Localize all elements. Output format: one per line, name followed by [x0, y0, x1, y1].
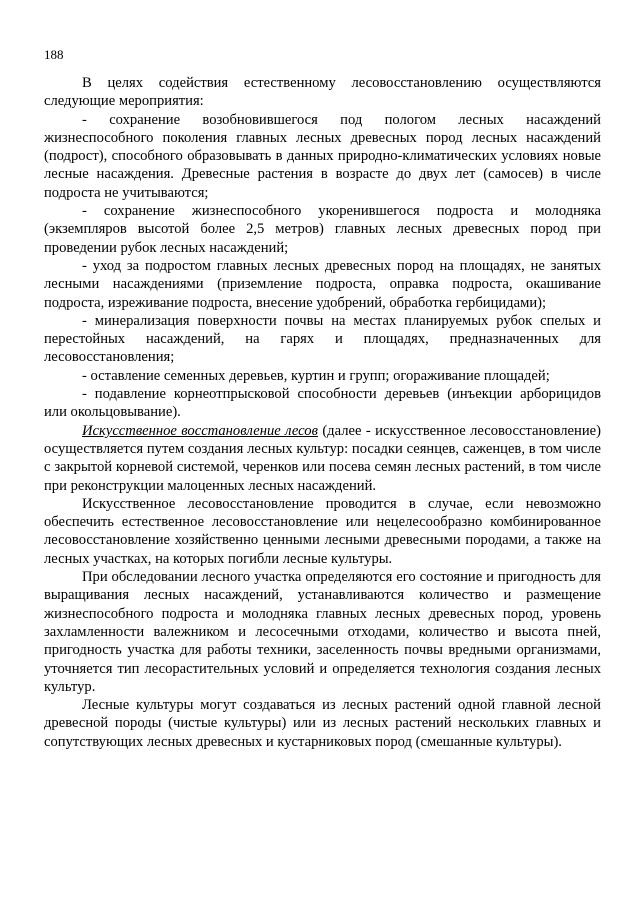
- paragraph-forest-cultures: [44, 696, 601, 751]
- paragraph-artificial-cases: [44, 495, 601, 568]
- document-body: [44, 74, 601, 751]
- paragraph-artificial-definition: [44, 422, 601, 495]
- paragraph-bullet-4: [44, 312, 601, 367]
- paragraph-text: - уход за подростом главных лесных древесных пород на площадях, не занятых лесными насаждениями (приземление подроста, оправка подроста, окашивание подроста, изреживание подроста, внесение удобрений, обработка гербицидами);: [44, 257, 601, 311]
- paragraph-bullet-5: [44, 367, 601, 385]
- paragraph-text: В целях содействия естественному лесовосстановлению осуществляются следующие мероприятия:: [44, 75, 601, 110]
- paragraph-text: - оставление семенных деревьев, куртин и групп; огораживание площадей;: [82, 367, 550, 384]
- paragraph-bullet-3: [44, 257, 601, 312]
- paragraph-text: - сохранение возобновившегося под пологом лесных насаждений жизнеспособного поколения главных лесных древесных пород лесных насаждений (подрост), способного образовывать в данных природно-климатических условиях новые лесные насаждения. Древесные растения в возрасте до двух лет (самосев) в числе подроста не учитываются;: [44, 111, 601, 201]
- paragraph-text: Лесные культуры могут создаваться из лесных растений одной главной лесной древесной породы (чистые культуры) или из лесных растений нескольких главных и сопутствующих лесных древесных и кустарниковых пород (смешанные культуры).: [44, 697, 601, 750]
- page-number: 188: [44, 47, 64, 62]
- paragraph-text: При обследовании лесного участка определяются его состояние и пригодность для выращивания лесных насаждений, устанавливаются количество и размещение жизнеспособного подроста и молодняка главных лесных древесных пород, уровень захламленности валежником и лесосечными отходами, количество и высота пней, пригодность участка для работы техники, заселенность почвы вредными организмами, уточняется тип лесорастительных условий и определяется технология создания лесных культур.: [44, 569, 601, 695]
- paragraph-text: Искусственное лесовосстановление проводится в случае, если невозможно обеспечить естественное лесовосстановление или нецелесообразно комбинированное лесовосстановление хозяйственно ценными лесными древесными породами, а также на лесных участках, на которых погибли лесные культуры.: [44, 495, 601, 567]
- paragraph-bullet-6: [44, 385, 601, 422]
- paragraph-bullet-2: [44, 202, 601, 257]
- term-artificial-reforestation: Искусственное восстановление лесов: [82, 422, 318, 439]
- paragraph-site-survey: [44, 568, 601, 696]
- paragraph-text: - подавление корнеотпрысковой способности деревьев (инъекции арборицидов или окольцовывание).: [44, 386, 601, 421]
- paragraph-text: - минерализация поверхности почвы на местах планируемых рубок спелых и перестойных насаждений, на гарях и площадях, предназначенных для лесовосстановления;: [44, 312, 601, 366]
- paragraph-text: - сохранение жизнеспособного укоренившегося подроста и молодняка (экземпляров высотой более 2,5 метров) главных лесных древесных пород при проведении рубок лесных насаждений;: [44, 203, 601, 256]
- paragraph-bullet-1: [44, 111, 601, 202]
- paragraph-intro: [44, 74, 601, 111]
- paragraph-text: (далее - искусственное лесовосстановление) осуществляется путем создания лесных культур: посадки сеянцев, саженцев, в том числе с закрытой корневой системой, черенков или посева семян лесных растений, в том числе при реконструкции малоценных лесных насаждений.: [44, 422, 601, 494]
